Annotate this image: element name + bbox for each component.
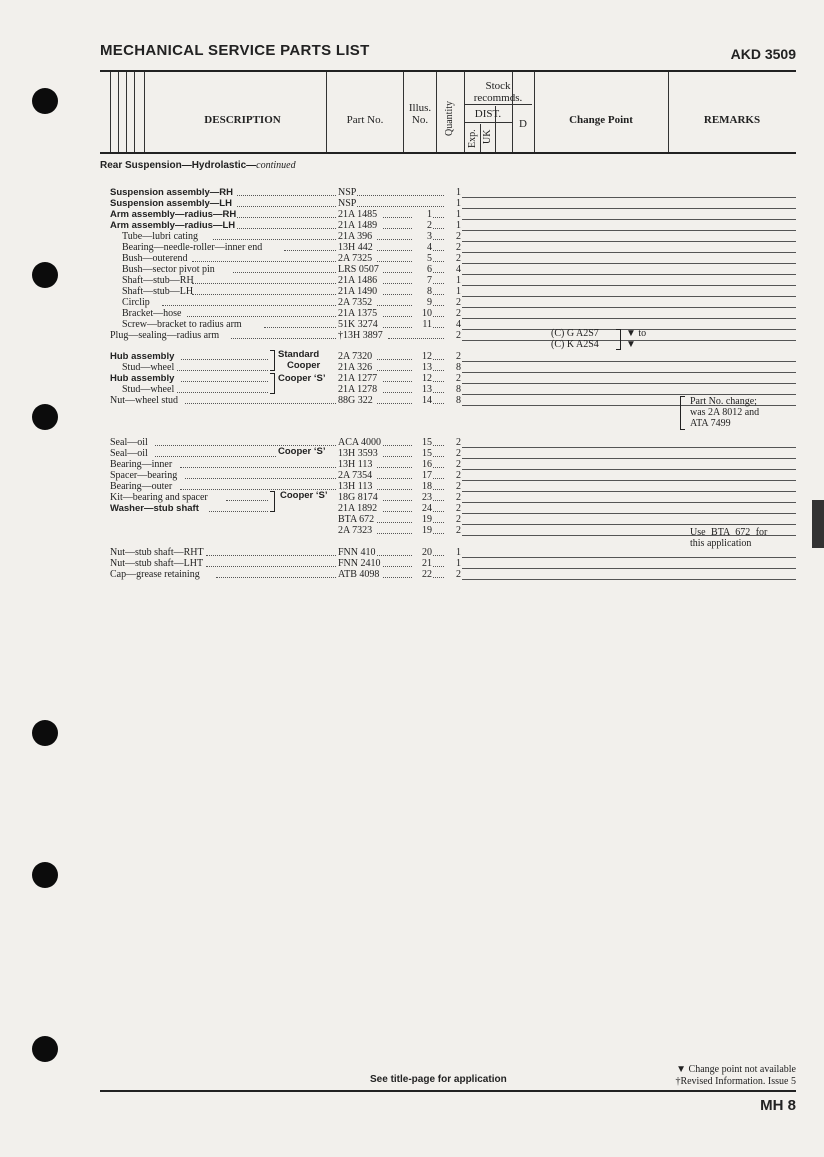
table-row [0,308,824,319]
row-quantity: 2 [445,373,461,384]
change-point-marker-1: ▼ to [626,328,647,339]
leader-dots [177,370,268,371]
row-part-number: 2A 7323 [338,525,373,536]
row-description: Suspension assembly—LH [110,198,232,209]
leader-dots [237,195,336,196]
row-quantity: 8 [445,395,461,406]
table-row [0,253,824,264]
leader-dots [206,555,336,556]
row-part-number: 13H 113 [338,459,373,470]
table-row [0,187,824,198]
leader-dots [237,206,336,207]
page-title: MECHANICAL SERVICE PARTS LIST [100,42,370,59]
table-row [0,198,824,209]
leader-dots [185,403,336,404]
row-part-number: BTA 672 [338,514,375,525]
leader-dots [231,338,336,339]
punch-hole-1 [32,88,58,114]
header-d: D [519,118,527,130]
leader-dots [187,316,336,317]
table-row [0,264,824,275]
row-description: Stud—wheel [122,384,175,395]
leader-dots [284,250,336,251]
row-part-number: 21A 396 [338,231,373,242]
page-number: MH 8 [760,1097,796,1114]
leader-dots [192,283,336,284]
footer-notes [675,1064,796,1088]
row-part-number: NSP [338,187,357,198]
row-part-number: ACA 4000 [338,437,382,448]
row-quantity: 4 [445,264,461,275]
row-quantity: 2 [445,437,461,448]
row-quantity: 1 [445,547,461,558]
row-description: Spacer—bearing [110,470,178,481]
row-quantity: 1 [445,558,461,569]
row-description: Nut—stub shaft—LHT [110,558,204,569]
change-point-marker-2: ▼ [626,339,636,350]
row-illus-no: 10 [412,308,432,319]
header-remarks: REMARKS [703,114,761,126]
row-part-number: 18G 8174 [338,492,378,503]
bracket-cooper-s-hub [270,373,275,394]
row-illus-no: 24 [412,503,432,514]
punch-hole-4 [32,720,58,746]
row-part-number: 21A 1278 [338,384,378,395]
punch-hole-6 [32,1036,58,1062]
row-description: Washer—stub shaft [110,503,199,514]
change-point-1: (C) G A2S7 [551,328,599,339]
row-description: Bearing—outer [110,481,173,492]
header-stock: Stock recommds. [473,80,523,104]
row-description: Stud—wheel [122,362,175,373]
row-part-number: 21A 1486 [338,275,378,286]
row-description: Bearing—needle-roller—inner end [122,242,263,253]
row-quantity: 2 [445,308,461,319]
row-illus-no: 18 [412,481,432,492]
row-illus-no: 23 [412,492,432,503]
leader-dots [192,261,336,262]
header-quantity: Quantity [444,101,455,136]
row-quantity: 8 [445,384,461,395]
bracket-cooper-s-kit [270,491,275,512]
row-illus-no: 21 [412,558,432,569]
leader-dots [155,456,276,457]
header-uk: UK [482,129,493,144]
table-row [0,384,824,395]
bracket-change-point [616,329,621,350]
row-illus-no: 3 [412,231,432,242]
bottom-rule [100,1090,796,1092]
row-quantity: 8 [445,362,461,373]
section-title: Rear Suspension—Hydrolastic—continued [100,160,296,171]
row-description: Cap—grease retaining [110,569,200,580]
row-part-number: 21A 1892 [338,503,378,514]
leader-dots [213,239,336,240]
row-illus-no: 22 [412,569,432,580]
row-illus-no: 1 [412,209,432,220]
header-dist: DIST. [474,108,502,120]
remark-use-1: Use BTA 672 for [690,527,768,538]
row-description: Screw—bracket to radius arm [122,319,242,330]
leader-dots [237,217,336,218]
remark-part-change-1: Part No. change; [690,396,757,407]
row-illus-no: 7 [412,275,432,286]
row-quantity: 2 [445,253,461,264]
row-description: Bush—outerend [122,253,188,264]
table-row [0,286,824,297]
row-illus-no: 20 [412,547,432,558]
row-description: Arm assembly—radius—RH [110,209,237,220]
row-rule [462,579,796,580]
remark-part-change-3: ATA 7499 [690,418,731,429]
leader-dots [388,338,448,339]
row-description: Kit—bearing and spacer [110,492,208,503]
row-quantity: 2 [445,330,461,341]
row-part-number: 21A 1485 [338,209,378,220]
row-part-number: 2A 7320 [338,351,373,362]
row-part-number: FNN 410 [338,547,376,558]
row-quantity: 2 [445,514,461,525]
row-part-number: NSP [338,198,357,209]
row-illus-no: 4 [412,242,432,253]
row-illus-no: 19 [412,514,432,525]
footer-note-change-point: ▼ Change point not available [676,1064,796,1075]
table-row [0,503,824,514]
row-part-number: 13H 442 [338,242,373,253]
row-part-number: 21A 1277 [338,373,378,384]
leader-dots [357,206,448,207]
condition-cooper-s-hub: Cooper ‘S’ [278,373,326,384]
document-code: AKD 3509 [730,46,796,62]
leader-dots [357,195,448,196]
table-row [0,351,824,362]
row-quantity: 1 [445,209,461,220]
row-illus-no: 12 [412,351,432,362]
row-illus-no: 15 [412,448,432,459]
table-row [0,569,824,580]
row-quantity: 4 [445,319,461,330]
punch-hole-5 [32,862,58,888]
row-quantity: 1 [445,220,461,231]
header-illus-no: Illus. No. [408,102,432,126]
row-description: Plug—sealing—radius arm [110,330,220,341]
row-quantity: 1 [445,198,461,209]
leader-dots [209,511,268,512]
remark-use-2: this application [690,538,752,549]
row-part-number: 2A 7352 [338,297,373,308]
table-row [0,373,824,384]
condition-standard: Standard [278,349,320,360]
table-row [0,220,824,231]
table-row [0,481,824,492]
header-exp: Exp. [467,129,478,148]
bracket-remarks [680,396,685,430]
row-illus-no: 13 [412,362,432,373]
row-part-number: ATB 4098 [338,569,380,580]
leader-dots [185,478,336,479]
table-row [0,448,824,459]
row-quantity: 2 [445,351,461,362]
table-row [0,459,824,470]
row-quantity: 2 [445,448,461,459]
condition-cooper: Cooper [287,360,321,371]
row-description: Shaft—stub—RH [122,275,194,286]
row-quantity: 2 [445,459,461,470]
header-change-point: Change Point [569,114,633,126]
row-description: Bush—sector pivot pin [122,264,215,275]
row-description: Nut—stub shaft—RHT [110,547,204,558]
row-illus-no: 11 [412,319,432,330]
table-row [0,362,824,373]
leader-dots [180,467,336,468]
row-description: Tube—lubri cating [122,231,199,242]
row-description: Bracket—hose [122,308,182,319]
row-illus-no: 2 [412,220,432,231]
row-description: Hub assembly [110,373,175,384]
table-row [0,242,824,253]
row-quantity: 2 [445,525,461,536]
table-row [0,558,824,569]
row-part-number: 2A 7354 [338,470,373,481]
remark-part-change-2: was 2A 8012 and [690,407,760,418]
row-part-number: 51K 3274 [338,319,378,330]
row-illus-no: 15 [412,437,432,448]
table-row [0,330,824,341]
row-illus-no: 5 [412,253,432,264]
row-illus-no: 9 [412,297,432,308]
row-description: Shaft—stub—LH [122,286,194,297]
table-row [0,319,824,330]
row-quantity: 2 [445,569,461,580]
row-quantity: 2 [445,492,461,503]
row-part-number: 2A 7325 [338,253,373,264]
row-illus-no: 12 [412,373,432,384]
row-part-number: 21A 1375 [338,308,378,319]
row-illus-no: 14 [412,395,432,406]
leader-dots [177,392,268,393]
table-row [0,297,824,308]
leader-dots [181,381,268,382]
row-quantity: 1 [445,286,461,297]
footer-application: See title-page for application [370,1074,507,1085]
row-part-number: †13H 3897 [338,330,383,341]
row-quantity: 2 [445,231,461,242]
header-description: DESCRIPTION [204,114,281,126]
row-illus-no: 17 [412,470,432,481]
table-row [0,437,824,448]
table-row [0,209,824,220]
row-part-number: 13H 113 [338,481,373,492]
row-part-number: FNN 2410 [338,558,381,569]
row-quantity: 2 [445,297,461,308]
table-row [0,275,824,286]
footer-note-revised: †Revised Information. Issue 5 [675,1076,796,1087]
row-description: Hub assembly [110,351,175,362]
leader-dots [181,359,268,360]
row-part-number: 88G 322 [338,395,373,406]
row-quantity: 2 [445,470,461,481]
condition-cooper-s-seal: Cooper ‘S’ [278,446,326,457]
row-description: Seal—oil [110,437,148,448]
leader-dots [216,577,336,578]
row-illus-no: 19 [412,525,432,536]
leader-dots [206,566,336,567]
row-description: Seal—oil [110,448,148,459]
row-illus-no: 8 [412,286,432,297]
header-part-no: Part No. [346,114,384,126]
table-row [0,514,824,525]
row-illus-no: 13 [412,384,432,395]
row-part-number: 21A 326 [338,362,373,373]
row-description: Suspension assembly—RH [110,187,234,198]
leader-dots [226,500,268,501]
row-quantity: 2 [445,242,461,253]
condition-cooper-s-kit: Cooper ‘S’ [280,490,328,501]
leader-dots [264,327,336,328]
row-quantity: 1 [445,187,461,198]
table-row [0,470,824,481]
row-description: Bearing—inner [110,459,173,470]
row-illus-no: 16 [412,459,432,470]
row-description: Arm assembly—radius—LH [110,220,236,231]
row-description: Circlip [122,297,150,308]
bracket-standard [270,350,275,371]
punch-hole-3 [32,404,58,430]
row-part-number: 13H 3593 [338,448,378,459]
row-part-number: 21A 1490 [338,286,378,297]
change-point-2: (C) K A2S4 [551,339,599,350]
leader-dots [162,305,336,306]
row-quantity: 1 [445,275,461,286]
row-part-number: 21A 1489 [338,220,378,231]
row-description: Nut—wheel stud [110,395,179,406]
leader-dots [233,272,336,273]
table-row [0,492,824,503]
row-quantity: 2 [445,503,461,514]
leader-dots [192,294,336,295]
table-row [0,231,824,242]
row-illus-no: 6 [412,264,432,275]
row-quantity: 2 [445,481,461,492]
row-part-number: LRS 0507 [338,264,379,275]
leader-dots [237,228,336,229]
column-header [100,72,796,154]
